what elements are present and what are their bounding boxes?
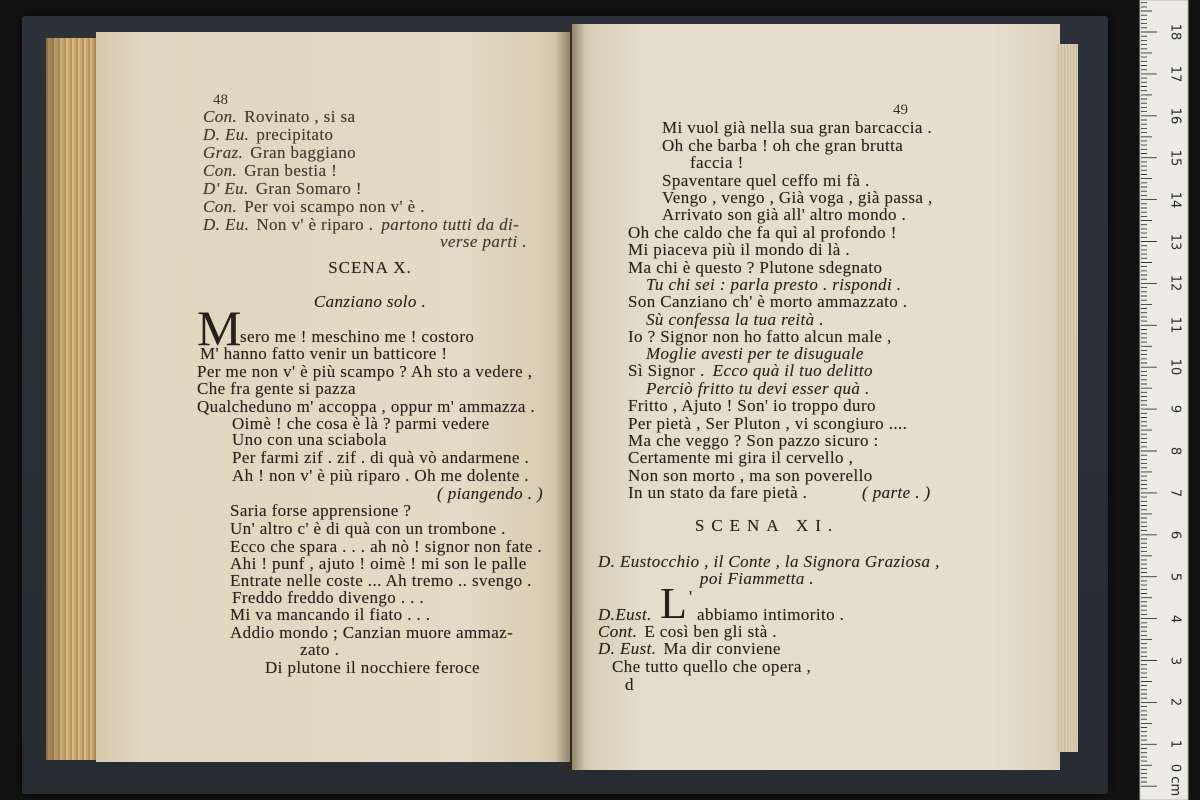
verse-line: Ma chi è questo ? Plutone sdegnato (628, 258, 883, 277)
verse-line: Saria forse apprensione ? (230, 501, 412, 520)
verse-line: Certamente mi gira il cervello , (628, 448, 854, 467)
verse-line-italic: Moglie avesti per te disuguale (646, 344, 864, 363)
verse-line: Un' altro c' è di quà con un trombone . (230, 519, 506, 538)
drop-cap: L (660, 579, 687, 628)
verse-line: Mi piaceva più il mondo di là . (628, 240, 851, 259)
verse-line: Mi va mancando il fiato . . . (230, 605, 431, 624)
dialogue-text: Gran bestia ! (244, 161, 338, 180)
ruler-label: 0 cm (1167, 763, 1183, 797)
verse-line: In un stato da fare pietà . (628, 483, 808, 502)
dialogue-text: E così ben gli stà . (644, 622, 777, 641)
speaker-label: Con. (203, 197, 238, 216)
verse-line: Addio mondo ; Canzian muore ammaz- (230, 623, 514, 642)
ruler-label: 8 (1167, 446, 1183, 456)
gutter-shadow (556, 24, 584, 772)
verse-line: faccia ! (690, 153, 744, 172)
dialogue-line (203, 126, 333, 144)
dialogue-text: Per voi scampo non v' è . (244, 197, 425, 216)
ruler-label: 5 (1167, 572, 1183, 582)
page-number: 48 (213, 92, 228, 108)
verse-line: Son Canziano ch' è morto ammazzato . (628, 292, 908, 311)
ruler-label: 11 (1167, 316, 1183, 334)
dialogue-text: Non v' è riparo . (256, 215, 374, 234)
verse-line (628, 362, 873, 380)
ruler-label: 6 (1167, 530, 1183, 540)
right-page (572, 24, 1060, 770)
dialogue-line (203, 180, 362, 198)
verse-line: Vengo , vengo , Già voga , già passa , (662, 188, 933, 207)
verse-line: Non son morto , ma son poverello (628, 466, 873, 485)
ruler-label: 2 (1167, 697, 1183, 707)
ruler-label: 15 (1167, 149, 1183, 167)
page-edges-right (1056, 44, 1078, 752)
verse-line: Entrate nelle coste ... Ah tremo .. svengo . (230, 571, 532, 590)
scene-cast: Canziano solo . (313, 292, 427, 311)
page-number: 49 (893, 102, 908, 118)
verse-line: Spaventare quel ceffo mi fà . (662, 171, 870, 190)
ruler-label: 7 (1167, 488, 1183, 498)
speaker-label: D. Eust. (598, 639, 657, 658)
ruler-label: 18 (1167, 23, 1183, 41)
verse-line: Per farmi zif . zif . di quà vò andarmene . (232, 448, 530, 467)
dialogue-line (203, 162, 337, 180)
scene-cast: D. Eustocchio , il Conte , la Signora Graziosa , (598, 552, 940, 571)
verse-line: Ma che veggo ? Son pazzo sicuro : (628, 431, 879, 450)
verse-line: Freddo freddo divengo . . . (232, 588, 425, 607)
scene-heading: SCENA XI. (694, 516, 840, 535)
left-page (96, 32, 570, 762)
ruler-label: 13 (1167, 233, 1183, 251)
dialogue-text: Ma dir conviene (663, 639, 781, 658)
speaker-label: Con. (203, 161, 238, 180)
verse-line: M' hanno fatto venir un batticore ! (200, 344, 448, 363)
verse-line: Di plutone il nocchiere feroce (265, 658, 480, 677)
ruler-label: 4 (1167, 614, 1183, 624)
dialogue-text: Gran Somaro ! (255, 179, 362, 198)
verse-line: Io ? Signor non ho fatto alcun male , (628, 327, 892, 346)
verse-line-italic: Tu chi sei : parla presto . rispondi . (646, 275, 902, 294)
verse-line: Che fra gente si pazza (197, 379, 356, 398)
verse-italic-part: Ecco quà il tuo delitto (712, 361, 873, 380)
speaker-label: Cont. (598, 622, 638, 641)
verse-line: sero me ! meschino me ! costoro (240, 327, 475, 346)
verse-line: Fritto , Ajuto ! Son' io troppo duro (628, 396, 876, 415)
scene-cast-continued: poi Fiammetta . (699, 569, 815, 588)
speaker-label: Con. (203, 107, 238, 126)
ruler-label: 3 (1167, 656, 1183, 666)
speaker-name: D.Eust. (598, 605, 652, 624)
verse-line: Arrivato son già all' altro mondo . (662, 205, 907, 224)
speaker-label: Graz. (203, 143, 244, 162)
verse-line: Per pietà , Ser Pluton , vi scongiuro .... (628, 414, 908, 433)
dialogue-text: abbiamo intimorito . (697, 605, 845, 624)
verse-line: Oimè ! che cosa è là ? parmi vedere (232, 414, 490, 433)
ruler (1138, 0, 1190, 800)
verse-line-italic: Sù confessa la tua reità . (646, 310, 824, 329)
ruler-label: 16 (1167, 107, 1183, 125)
ruler-label: 14 (1167, 191, 1183, 209)
stage-direction: ( piangendo . ) (437, 484, 544, 503)
dialogue-line (203, 198, 425, 216)
verse-line: Uno con una sciabola (232, 430, 387, 449)
speaker-label: D' Eu. (203, 179, 249, 198)
stage-direction: partono tutti da di- (381, 215, 520, 234)
ruler-label: 10 (1167, 358, 1183, 376)
verse-roman-part: Sì Signor . (628, 361, 705, 380)
verse-line: Ecco che spara . . . ah nò ! signor non fate . (230, 537, 543, 556)
scene-heading: SCENA X. (328, 258, 412, 277)
verse-line: Qualcheduno m' accoppa , oppur m' ammazza . (197, 397, 536, 416)
verse-line: Mi vuol già nella sua gran barcaccia . (662, 118, 933, 137)
signature-mark: d (625, 675, 634, 694)
ruler-label: 1 (1167, 739, 1183, 749)
page-edges-left (46, 38, 102, 760)
verse-line-italic: Perciò fritto tu devi esser quà . (646, 379, 870, 398)
dialogue-text: precipitato (256, 125, 334, 144)
verse-line: Ahi ! punf , ajuto ! oimè ! mi son le palle (230, 554, 527, 573)
ruler-label: 9 (1167, 404, 1183, 414)
drop-cap: M (197, 300, 242, 356)
verse-line: Oh che caldo che fa quì al profondo ! (628, 223, 897, 242)
dialogue-text: Gran baggiano (250, 143, 357, 162)
dialogue-line (203, 144, 356, 162)
speaker-label: D. Eu. (203, 125, 250, 144)
verse-line: Ah ! non v' è più riparo . Oh me dolente . (232, 466, 529, 485)
dialogue-line (598, 640, 781, 658)
drop-cap-apostrophe: ' (689, 587, 693, 606)
stage-direction: ( parte . ) (862, 483, 931, 502)
verse-line: Oh che barba ! oh che gran brutta (662, 136, 904, 155)
dialogue-line (203, 108, 355, 126)
verse-line: Che tutto quello che opera , (612, 657, 812, 676)
verse-line: zato . (300, 640, 340, 659)
verse-line: Per me non v' è più scampo ? Ah sto a vedere , (197, 362, 533, 381)
ruler-label: 12 (1167, 274, 1183, 292)
speaker-label: D. Eu. (203, 215, 250, 234)
stage-direction-continued: verse parti . (440, 232, 527, 251)
ruler-label: 17 (1167, 65, 1183, 83)
dialogue-text: Rovinato , si sa (244, 107, 356, 126)
